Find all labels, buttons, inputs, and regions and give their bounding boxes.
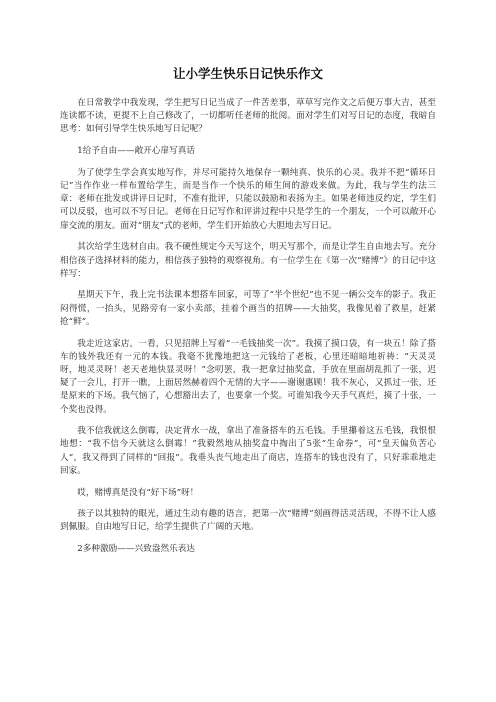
body-paragraph: 为了使学生学会真实地写作，并尽可能持久地保存一颗纯真、快乐的心灵。我并不把“循环日记”当作作业一样布置给学生，而是当作一个快乐的师生间的游戏来做。为此，我与学生约法三章：老师在批发或讲评日记时，不准有批评，只能以鼓励和表扬为主。如果老师违反约定，学生们可以反驳，也可以不写日记。老师在日记写作和评讲过程中只是学生的一个朋友，一个可以敞开心扉交流的朋友。面对“朋友”式的老师，学生们开始放心大胆地去写日记。 bbox=[60, 167, 436, 231]
quoted-diary-paragraph: 我不信我就这么倒霉，决定背水一战，拿出了准备搭车的五毛钱。手里攥着这五毛钱，我恨恨地想：“我不信今天就这么倒霉！”我毅然地从抽奖盒中掏出了5张“生命券”，可“皇天偏负苦心人”，我又得到了同样的“回报”。我垂头丧气地走出了商店，连搭车的钱也没有了，只好乖乖地走回家。 bbox=[60, 426, 436, 476]
quoted-diary-paragraph: 我走近这家店，一看，只见招牌上写着“一毛钱抽奖一次”。我摸了摸口袋，有一块五！除了搭车的钱外我还有一元的本钱。我毫不犹豫地把这一元钱给了老板，心里还暗暗地祈祷：“天灵灵呀，地灵灵呀！老天老地快显灵呀！”念叨罢，我一把拿过抽奖盒，手放在里面胡乱抓了一张，迟疑了一会儿，打开一瞧，上面居然赫着四个无情的大字——谢谢惠顾！我不灰心，又抓过一张，还是原来的下场。我气恼了，心想豁出去了，也要拿一个奖。可谁知我今天手气真烂，摸了十张，一个奖也没得。 bbox=[60, 338, 436, 415]
intro-paragraph: 在日常教学中我发现，学生把写日记当成了一件苦差事，草草写完作文之后便万事大吉，甚至连读都不读，更提不上自己修改了，一切都听任老师的批阅。面对学生们对写日记的态度，我暗自思考：如何引导学生快乐地写日记呢？ bbox=[60, 98, 436, 135]
quoted-diary-paragraph: 哎，赌博真是没有“好下场”呀！ bbox=[77, 487, 199, 498]
section-heading-2: 2多种激励——兴致盎然乐表达 bbox=[77, 544, 196, 555]
section-heading-1: 1给予自由——敞开心扉写真话 bbox=[77, 146, 196, 157]
quoted-diary-paragraph: 星期天下午，我上完书法课本想搭车回家，可等了“半个世纪”也不见一辆公交车的影子。我正闷得慌，一抬头，见路旁有一家小卖部，挂着个画当的招牌——大抽奖，我像见着了救星，赶紧抢“鲜”。 bbox=[60, 290, 436, 327]
body-paragraph: 其次给学生选材自由。我不硬性规定今天写这个，明天写那个，而是让学生自由地去写。充分相信孩子选择材料的能力，相信孩子独特的观察视角。有一位学生在《第一次“赌博”》的日记中这样写： bbox=[60, 242, 436, 279]
document-title: 让小学生快乐日记快乐作文 bbox=[172, 66, 323, 81]
body-paragraph: 孩子以其独特的眼光，通过生动有趣的语言，把第一次“赌博”刻画得活灵活现，不得不让人感到佩服。自由地写日记，给学生提供了广阔的天地。 bbox=[60, 509, 436, 533]
